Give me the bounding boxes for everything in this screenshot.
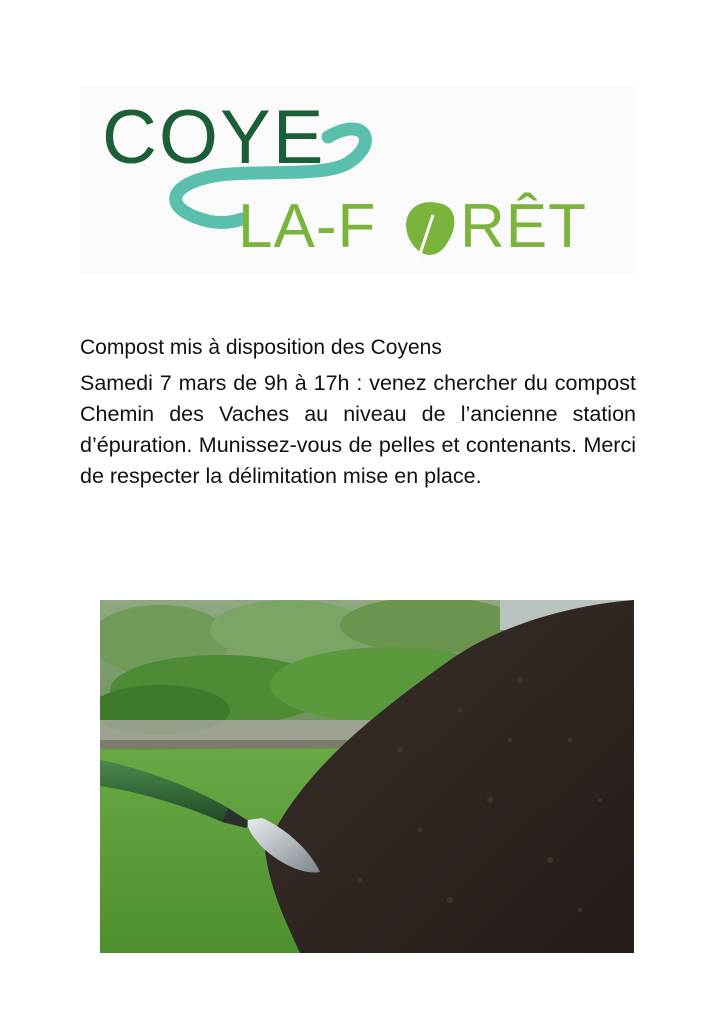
notice-body: Samedi 7 mars de 9h à 17h : venez chercher du compost Chemin des Vaches au niveau de l’ancienne station d’épuration. Munissez-vous de pelles et contenants. Merci de respecter la délimitation mise en place. bbox=[80, 371, 636, 488]
town-logo bbox=[80, 85, 635, 275]
compost-photo bbox=[100, 600, 634, 953]
notice-heading: Compost mis à disposition des Coyens bbox=[80, 336, 442, 359]
logo-line1: COYE bbox=[102, 95, 326, 180]
logo-line2-part2: RÊT bbox=[460, 192, 587, 261]
logo-graphic bbox=[80, 85, 635, 275]
leaf-icon bbox=[406, 202, 454, 260]
logo-line2-part1: LA-F bbox=[238, 192, 377, 261]
